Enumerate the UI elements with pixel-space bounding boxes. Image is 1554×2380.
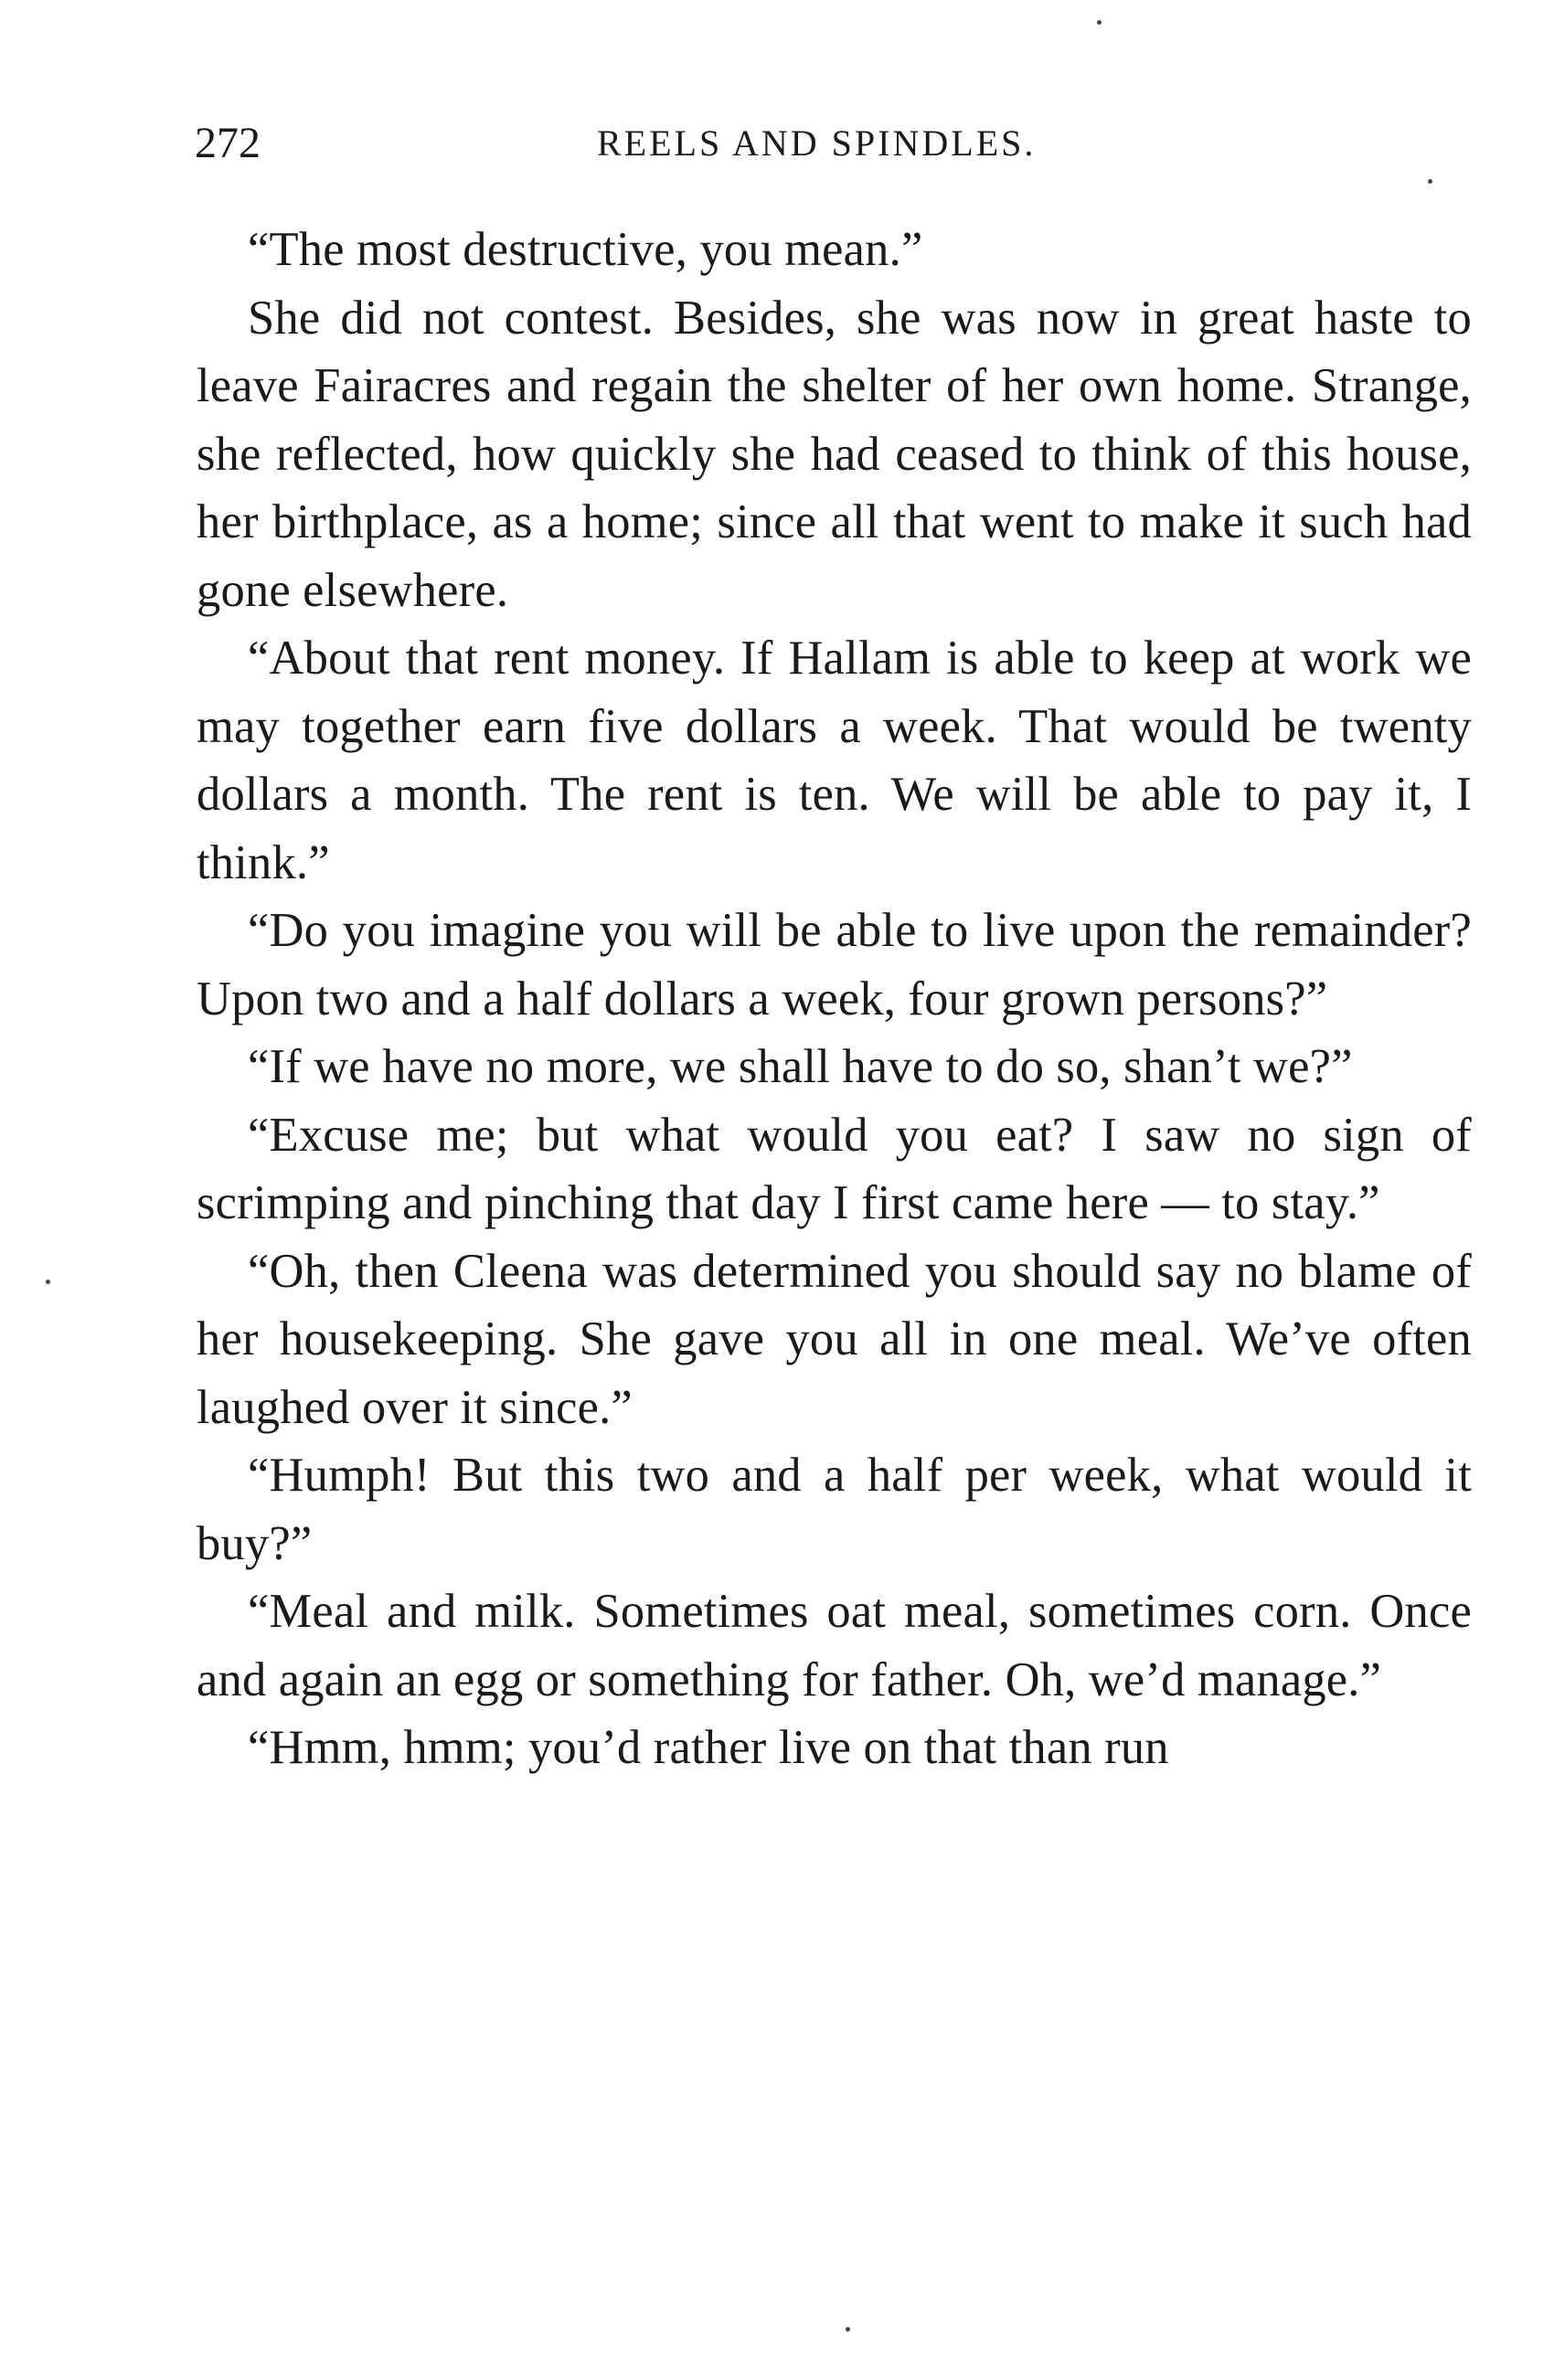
paragraph: “About that rent money. If Hallam is able to keep at work we may together earn five dollars a week. That would be twenty dollars a month. The rent is ten. We will be able to pay it, I think.”	[197, 632, 1472, 889]
paragraph: “Excuse me; but what would you eat? I saw no sign of scrimping and pinching that day I first came here — to stay.”	[197, 1108, 1472, 1229]
paragraph: “If we have no more, we shall have to do so, shan’t we?”	[248, 1040, 1353, 1093]
print-speck	[1097, 20, 1102, 25]
paragraph: “Humph! But this two and a half per week, what would it buy?”	[197, 1449, 1472, 1570]
print-speck	[846, 2327, 850, 2332]
paragraph: “Do you imagine you will be able to live upon the remainder? Upon two and a half dollars a week, four grown persons?”	[197, 904, 1472, 1025]
print-speck	[46, 1280, 50, 1284]
paragraph: “Oh, then Cleena was determined you should say no blame of her housekeeping. She gave you all in one meal. We’ve often laughed over it since.”	[197, 1244, 1472, 1434]
paragraph: “The most destructive, you mean.”	[248, 223, 923, 276]
running-title: REELS AND SPINDLES.	[597, 122, 1037, 164]
running-head	[195, 112, 1470, 175]
body-text	[197, 216, 1472, 1782]
paragraph: “Hmm, hmm; you’d rather live on that than run	[248, 1721, 1169, 1774]
print-speck	[1428, 179, 1432, 184]
page-number: 272	[195, 119, 261, 167]
paragraph: “Meal and milk. Sometimes oat meal, sometimes corn. Once and again an egg or something for father. Oh, we’d manage.”	[197, 1585, 1472, 1706]
paragraph: She did not contest. Besides, she was now in great haste to leave Fairacres and regain the shelter of her own home. Strange, she reflected, how quickly she had ceased to think of this house, her birthplace, as a home; since all that went to make it such had gone elsewhere.	[197, 291, 1472, 617]
